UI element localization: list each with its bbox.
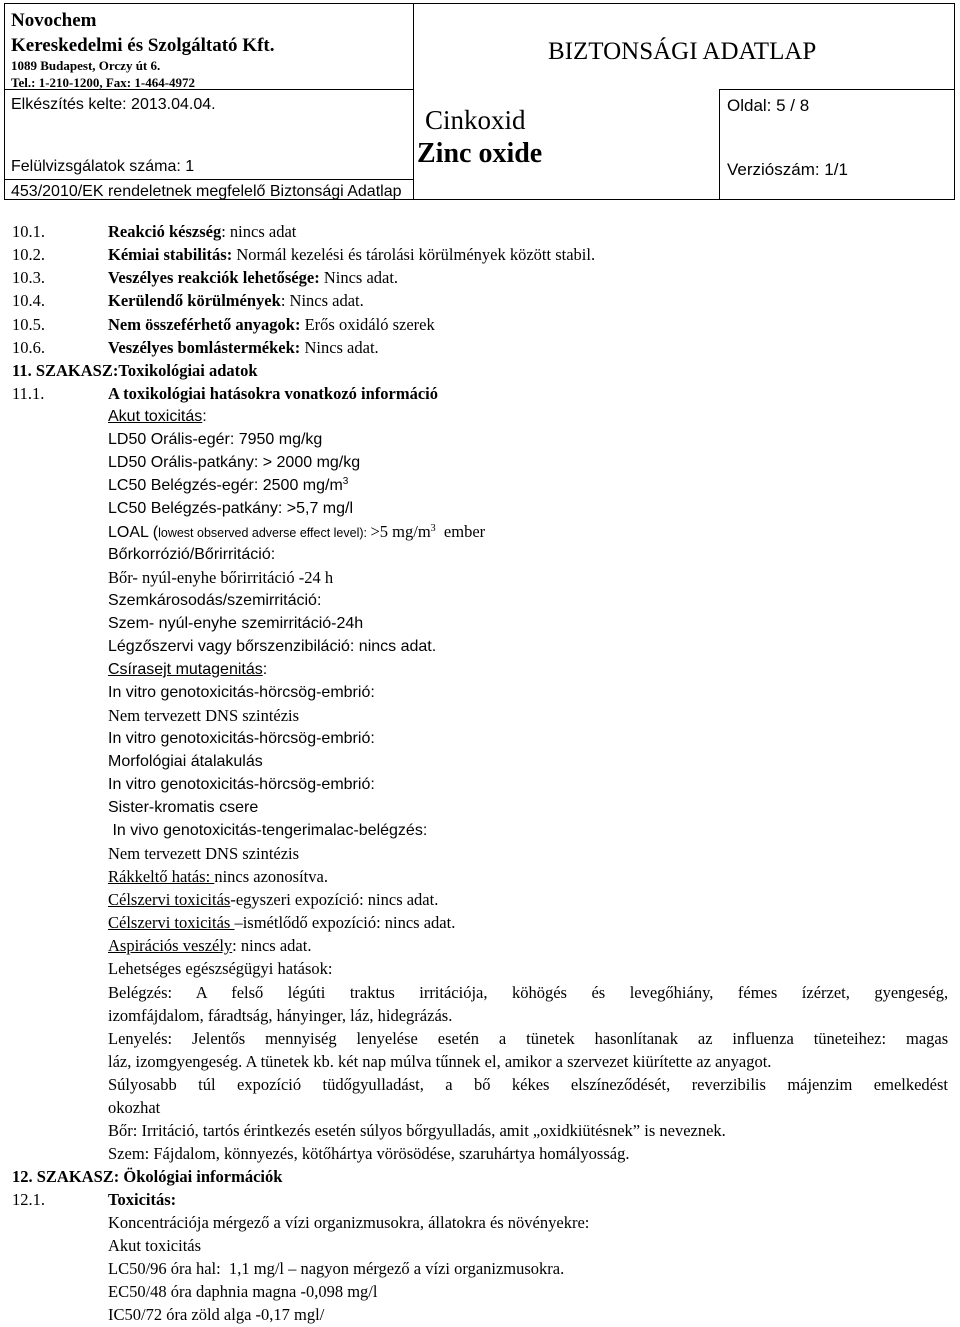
test-result: Nem tervezett DNS szintézis — [108, 844, 300, 863]
item-text: Nincs adat. — [319, 268, 399, 287]
mutagenicity-label: Csírasejt mutagenitás: — [108, 661, 268, 678]
item-label: Nem összeférhető anyagok: — [108, 315, 301, 334]
list-item — [108, 317, 435, 334]
header-divider — [5, 179, 413, 180]
document-header — [4, 3, 955, 200]
health-effects-title: Lehetséges egészségügyi hatások: — [108, 959, 333, 978]
ec50-daphnia: EC50/48 óra daphnia magna -0,098 mg/l — [108, 1282, 378, 1301]
item-label: Reakció készség — [108, 222, 222, 241]
item-text: Nincs adat. — [300, 338, 379, 357]
ld50-rat: LD50 Orális-patkány: > 2000 mg/kg — [108, 454, 361, 471]
list-item — [108, 340, 379, 357]
item-text: Erős oxidáló szerek — [300, 315, 435, 334]
test-result: Morfológiai átalakulás — [108, 753, 263, 770]
carcinogenicity: Rákkeltő hatás: nincs azonosítva. — [108, 867, 328, 886]
acute-toxicity-label: Akut toxicitás — [108, 1236, 202, 1255]
item-label: Kerülendő körülmények — [108, 291, 281, 310]
item-number: 10.5. — [12, 315, 45, 334]
item-text: : nincs adat — [221, 222, 297, 241]
item-text: Normál kezelési és tárolási körülmények között stabil. — [232, 245, 596, 264]
item-number: 10.3. — [12, 268, 45, 287]
creation-date: Elkészítés kelte: 2013.04.04. — [11, 96, 216, 113]
product-name-hu: Cinkoxid — [425, 105, 526, 135]
severe-exposure-line: okozhat — [108, 1098, 161, 1117]
test-result: Sister-kromatis csere — [108, 799, 259, 816]
version-number: Verziószám: 1/1 — [727, 160, 848, 179]
item-label: Kémiai stabilitás: — [108, 245, 233, 264]
product-name-en: Zinc oxide — [417, 138, 543, 169]
lc50-mouse: LC50 Belégzés-egér: 2500 $mg/m^3$ — [108, 476, 349, 494]
item-number: 10.2. — [12, 245, 45, 264]
respiratory-sensitisation: Légzőszervi vagy bőrszenzibiláció: nincs adat. — [108, 638, 437, 655]
list-item — [108, 293, 364, 310]
section-12-heading: 12. SZAKASZ: Ökológiai információk — [12, 1167, 283, 1186]
stot-repeated: Célszervi toxicitás –ismétlődő expozíció: nincs adat. — [108, 913, 456, 932]
test-result: Nem tervezett DNS szintézis — [108, 706, 300, 725]
eye-rabbit: Szem- nyúl-enyhe szemirritáció-24h — [108, 615, 364, 632]
regulation-note: 453/2010/EK rendeletnek megfelelő Biztonsági Adatlap — [11, 183, 402, 200]
item-label: Veszélyes reakciók lehetősége: — [108, 268, 320, 287]
company-full-name: Kereskedelmi és Szolgáltató Kft. — [11, 35, 275, 56]
page-number: Oldal: 5 / 8 — [727, 96, 810, 115]
skin-corrosion-label: Bőrkorrózió/Bőrirritáció: — [108, 546, 276, 563]
item-number: 10.6. — [12, 338, 45, 357]
ld50-mouse: LD50 Orális-egér: 7950 mg/kg — [108, 431, 323, 448]
list-item — [108, 270, 398, 287]
item-number: 12.1. — [12, 1190, 45, 1209]
loal-value: LOAL (lowest observed adverse effect level): >5 $mg/m^3$ ember — [108, 522, 486, 541]
inhalation-effects-line: izomfájdalom, fáradtság, hányinger, láz, hidegrázás. — [108, 1006, 453, 1025]
item-text: : Nincs adat. — [280, 291, 364, 310]
acute-toxicity-label: Akut toxicitás: — [108, 408, 207, 425]
ingestion-effects-line: Lenyelés: Jelentős mennyiség lenyelése esetén a tünetek hasonlítanak az influenza tüneteihez: magas — [108, 1029, 949, 1048]
company-phone: Tel.: 1-210-1200, Fax: 1-464-4972 — [11, 75, 196, 90]
in-vivo-test: In vivo genotoxicitás-tengerimalac-belégzés: — [108, 822, 428, 839]
list-item — [108, 247, 595, 264]
header-divider — [413, 4, 414, 199]
company-name: Novochem — [11, 10, 97, 31]
eye-effects: Szem: Fájdalom, könnyezés, kötőhártya vörösödése, szaruhártya homályosság. — [108, 1144, 630, 1163]
stot-single: Célszervi toxicitás-egyszeri expozíció: nincs adat. — [108, 890, 439, 909]
lc50-fish: LC50/96 óra hal: 1,1 mg/l – nagyon mérgező a vízi organizmusokra. — [108, 1259, 565, 1278]
severe-exposure-line: Súlyosabb túl expozíció tüdőgyulladást, a bő kékes elszíneződését, reverzibilis májenzim emelkedést — [108, 1075, 948, 1094]
in-vitro-test: In vitro genotoxicitás-hörcsög-embrió: — [108, 776, 375, 793]
ic50-algae: IC50/72 óra zöld alga -0,17 mgl/ — [108, 1305, 325, 1324]
in-vitro-test: In vitro genotoxicitás-hörcsög-embrió: — [108, 730, 375, 747]
item-number: 10.1. — [12, 222, 45, 241]
in-vitro-test: In vitro genotoxicitás-hörcsög-embrió: — [108, 684, 375, 701]
section-11-heading: 11. SZAKASZ:Toxikológiai adatok — [12, 361, 258, 380]
company-address: 1089 Budapest, Orczy út 6. — [11, 58, 161, 73]
lc50-rat: LC50 Belégzés-patkány: >5,7 mg/l — [108, 500, 354, 517]
header-divider — [719, 89, 954, 90]
subsection-title: A toxikológiai hatásokra vonatkozó információ — [108, 384, 439, 403]
item-label: Veszélyes bomlástermékek: — [108, 338, 301, 357]
skin-rabbit: Bőr- nyúl-enyhe bőrirritáció -24 h — [108, 568, 334, 587]
eye-damage-label: Szemkárosodás/szemirritáció: — [108, 592, 322, 609]
header-divider — [719, 89, 720, 199]
document-title: BIZTONSÁGI ADATLAP — [548, 38, 817, 65]
revision-count: Felülvizsgálatok száma: 1 — [11, 158, 195, 175]
item-number: 11.1. — [12, 384, 45, 403]
skin-effects: Bőr: Irritáció, tartós érintkezés esetén súlyos bőrgyulladás, amit „oxidkiütésnek” is neveznek. — [108, 1121, 726, 1140]
ecotox-intro: Koncentrációja mérgező a vízi organizmusokra, állatokra és növényekre: — [108, 1213, 590, 1232]
list-item — [108, 224, 296, 241]
subsection-title: Toxicitás: — [108, 1190, 177, 1209]
ingestion-effects-line: láz, izomgyengeség. A tünetek kb. két nap múlva tűnnek el, amikor a szervezet kiürítette az anyagot. — [108, 1052, 772, 1071]
inhalation-effects-line: Belégzés: A felső légúti traktus irritációja, köhögés és levegőhiány, fémes ízérzet, gyengeség, — [108, 983, 949, 1002]
item-number: 10.4. — [12, 291, 45, 310]
aspiration-hazard: Aspirációs veszély: nincs adat. — [108, 936, 312, 955]
